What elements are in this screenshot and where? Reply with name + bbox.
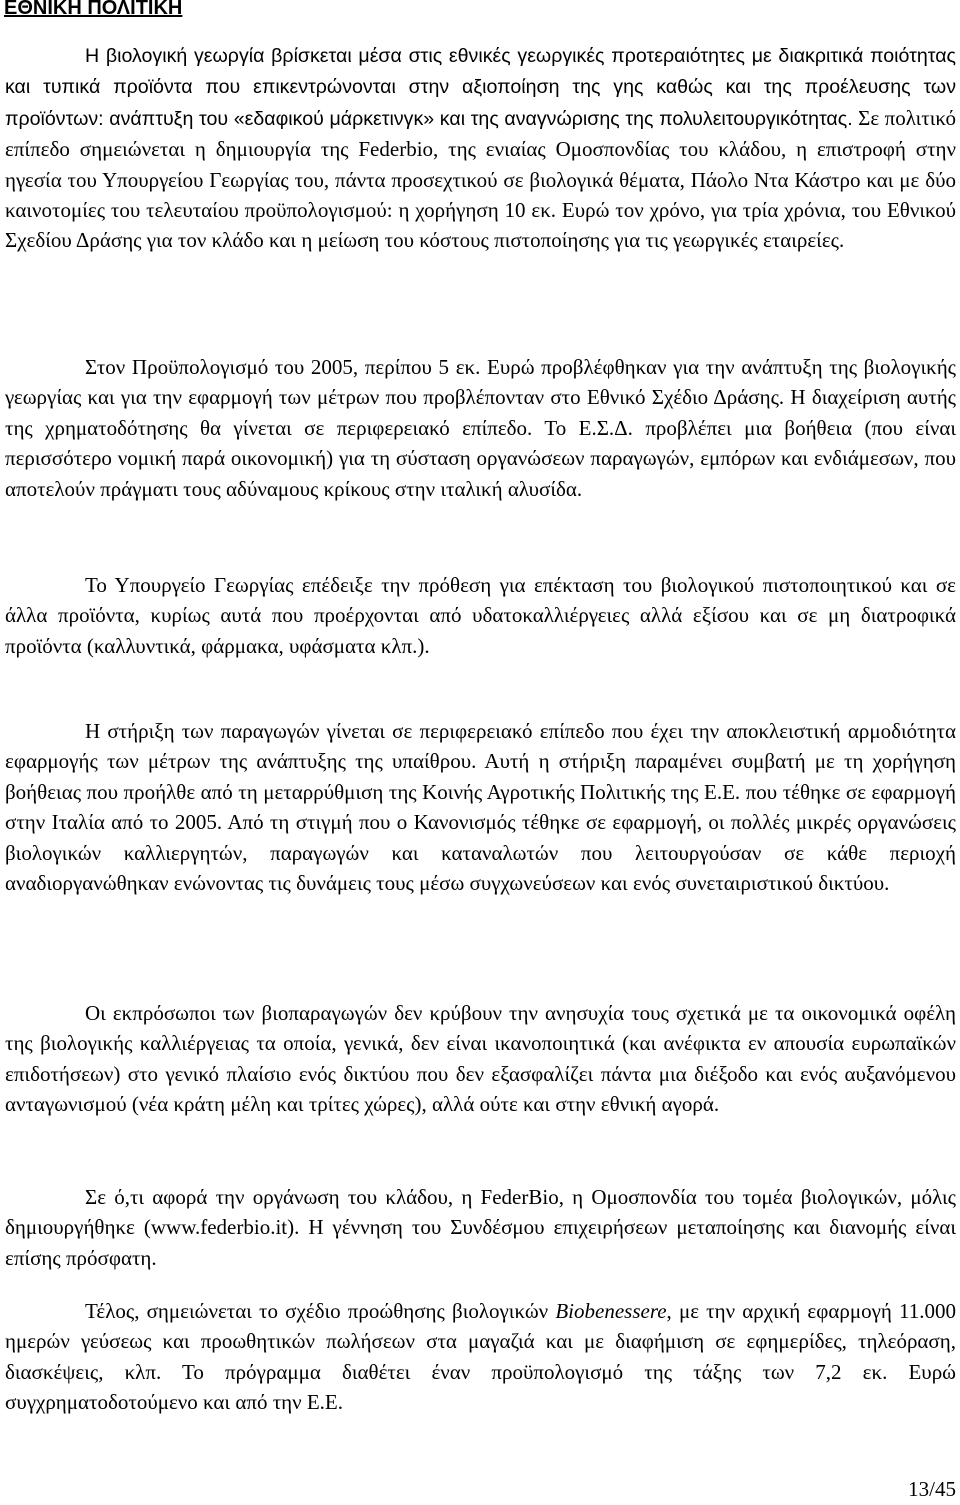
programme-name-italic: Biobenessere: [555, 1299, 667, 1323]
paragraph-budget-2005: Στον Προϋπολογισμό του 2005, περίπου 5 εκ. Ευρώ προβλέφθηκαν για την ανάπτυξη της βιολογικής γεωργίας και για την εφαρμογή των μέτρων που προβλέπονταν στο Εθνικό Σχέδιο Δράσης. Η διαχείριση αυτής της χρηματοδότησης θα γίνεται σε περιφερειακό επίπεδο. Το Ε.Σ.Δ. προβλέπει μια βοήθεια (που είναι περισσότερο νομική παρά οικονομική) για τη σύσταση οργανώσεων παραγωγών, εμπόρων και ενδιάμεσων, που αποτελούν πράγματι τους αδύναμους κρίκους στην ιταλική αλυσίδα.: [5, 355, 956, 501]
paragraph-national-priorities: [5, 40, 956, 256]
page-number: 13/45: [908, 1477, 956, 1501]
paragraph-certification-expansion: Το Υπουργείο Γεωργίας επέδειξε την πρόθεση για επέκταση του βιολογικού πιστοποιητικού και σε άλλα προϊόντα, κυρίως αυτά που προέρχονται από υδατοκαλλιέργειες αλλά εξίσου και σε μη διατροφικά προϊόντα (καλλυντικά, φάρμακα, υφάσματα κλπ.).: [5, 573, 956, 658]
paragraph-sans-segment: Η βιολογική γεωργία βρίσκεται μέσα στις εθνικές γεωργικές προτεραιότητες με διακριτικά ποιότητας και τυπικά προϊόντα που επικεντρώνονται στην αξιοποίηση της γης καθώς και της προέλευσης των προϊόντων: ανάπτυξη του «εδαφικού μάρκετινγκ» και της αναγνώρισης της πολυλειτουργικότητας.: [5, 45, 956, 130]
section-heading: ΕΘΝΙΚΗ ΠΟΛΙΤΙΚΗ: [4, 0, 183, 19]
paragraph-producer-concerns: Οι εκπρόσωποι των βιοπαραγωγών δεν κρύβουν την ανησυχία τους σχετικά με τα οικονομικά οφέλη της βιολογικής καλλιέργειας τα οποία, γενικά, δεν είναι ικανοποιητικά (και ανέφικτα εν απουσία ευρωπαϊκών επιδοτήσεων) στο γενικό πλαίσιο ενός δικτύου που δεν εξασφαλίζει πάντα μια διέξοδο και ενός αυξανόμενου ανταγωνισμού (νέα κράτη μέλη και τρίτες χώρες), αλλά ούτε και στην εθνική αγορά.: [5, 1001, 956, 1117]
paragraph-serif-segment: Σε πολιτικό επίπεδο σημειώνεται η δημιουργία της Federbio, της ενιαίας Ομοσπονδίας του κλάδου, η επιστροφή στην ηγεσία του Υπουργείου Γεωργίας του, πάντα προσεχτικού σε βιολογικά θέματα, Πάολο Ντα Κάστρο και με δύο καινοτομίες του τελευταίου προϋπολογισμού: η χορήγηση 10 εκ. Ευρώ τον χρόνο, για τρία χρόνια, του Εθνικού Σχεδίου Δράσης για τον κλάδο και η μείωση του κόστους πιστοποίησης για τις γεωργικές εταιρείες.: [5, 105, 956, 253]
paragraph-text-before: Τέλος, σημειώνεται το σχέδιο προώθησης βιολογικών: [85, 1299, 556, 1323]
paragraph-producer-support: Η στήριξη των παραγωγών γίνεται σε περιφερειακό επίπεδο που έχει την αποκλειστική αρμοδιότητα εφαρμογής των μέτρων της ανάπτυξης της υπαίθρου. Αυτή η στήριξη παραμένει συμβατή με τη χορήγηση βοήθειας που προήλθε από τη μεταρρύθμιση της Κοινής Αγροτικής Πολιτικής της Ε.Ε. που τέθηκε σε εφαρμογή στην Ιταλία από το 2005. Από τη στιγμή που ο Κανονισμός τέθηκε σε εφαρμογή, οι πολλές μικρές οργανώσεις βιολογικών καλλιεργητών, παραγωγών και καταναλωτών που λειτουργούσαν σε κάθε περιοχή αναδιοργανώθηκαν ενώνοντας τις δυνάμεις τους μέσω συγχωνεύσεων και ενός συνεταιριστικού δικτύου.: [5, 719, 956, 896]
paragraph-sector-organisation: Σε ό,τι αφορά την οργάνωση του κλάδου, η FederBio, η Ομοσπονδία του τομέα βιολογικών, μόλις δημιουργήθηκε (www.federbio.it). Η γέννηση του Συνδέσμου επιχειρήσεων μεταποίησης και διανομής είναι επίσης πρόσφατη.: [5, 1185, 956, 1270]
paragraph-promotion-plan: [5, 1296, 956, 1418]
paragraph-text-after: , με την αρχική εφαρμογή 11.000 ημερών γεύσεως και προωθητικών πωλήσεων στα μαγαζιά και με διαφήμιση σε εφημερίδες, τηλεόραση, διασκέψεις, κλπ. Το πρόγραμμα διαθέτει έναν προϋπολογισμό της τάξης των 7,2 εκ. Ευρώ συγχρηματοδοτούμενο και από την Ε.Ε.: [5, 1299, 957, 1415]
